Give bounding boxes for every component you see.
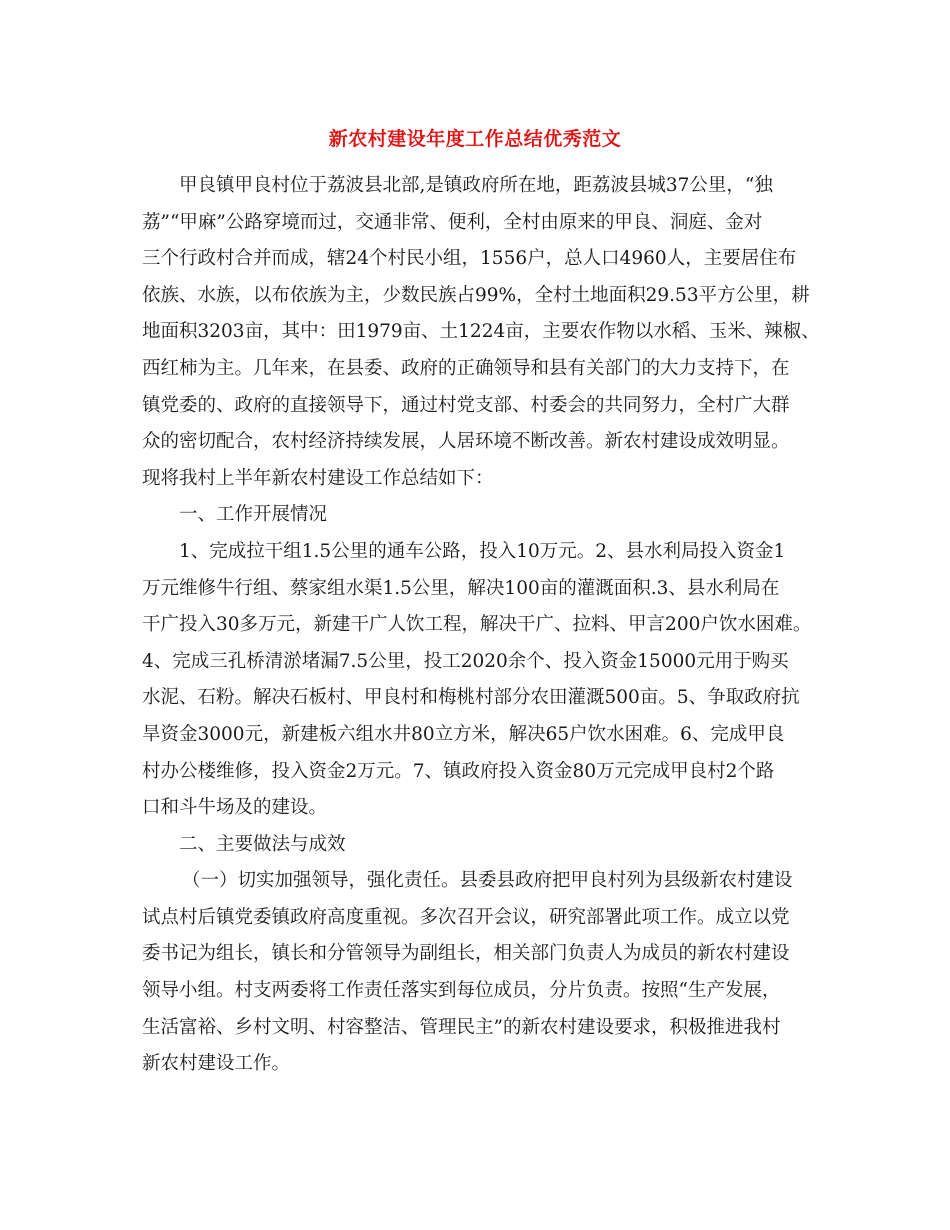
paragraph-line: 荔”“甲麻”公路穿境而过，交通非常、便利，全村由原来的甲良、洞庭、金对 (142, 211, 763, 233)
paragraph-line: 万元维修牛行组、蔡家组水渠1.5公里，解决100亩的灌溉面积.3、县水利局在 (142, 577, 780, 599)
paragraph-line: 现将我村上半年新农村建设工作总结如下： (142, 467, 494, 489)
section-heading: 二、主要做法与成效 (179, 833, 346, 855)
section-heading: 一、工作开展情况 (179, 504, 328, 526)
paragraph-line: 依族、水族，以布依族为主，少数民族占99%，全村土地面积29.53平方公里，耕 (142, 284, 810, 306)
paragraph-line: 众的密切配合，农村经济持续发展，人居环境不断改善。新农村建设成效明显。 (142, 431, 790, 453)
paragraph-line: 1、完成拉干组1.5公里的通车公路，投入10万元。2、县水利局投入资金1 (179, 540, 786, 562)
paragraph-line: 地面积3203亩，其中：田1979亩、土1224亩，主要农作物以水稻、玉米、辣椒、 (142, 321, 820, 343)
paragraph-line: 干广投入30多万元，新建干广人饮工程，解决干广、拉料、甲言200户饮水困难。 (142, 614, 812, 636)
paragraph-line: 委书记为组长，镇长和分管领导为副组长，相关部门负责人为成员的新农村建设 (142, 943, 790, 965)
paragraph-line: 镇党委的、政府的直接领导下，通过村党支部、村委会的共同努力，全村广大群 (142, 394, 790, 416)
paragraph-line: 水泥、石粉。解决石板村、甲良村和梅桃村部分农田灌溉500亩。5、争取政府抗 (142, 687, 800, 709)
paragraph-line: 西红柿为主。几年来，在县委、政府的正确领导和县有关部门的大力支持下，在 (142, 357, 790, 379)
paragraph-line: 领导小组。村支两委将工作责任落实到每位成员，分片负责。按照“生产发展， (142, 980, 781, 1002)
paragraph-line: 生活富裕、乡村文明、村容整洁、管理民主”的新农村建设要求，积极推进我村 (142, 1016, 781, 1038)
document-body (142, 168, 822, 1083)
paragraph-line: 甲良镇甲良村位于荔波县北部,是镇政府所在地，距荔波县城37公里，“独 (179, 175, 773, 196)
paragraph-line: 4、完成三孔桥清淤堵漏7.5公里，投工2020余个、投入资金15000元用于购买 (142, 650, 789, 672)
paragraph-line: 新农村建设工作。 (142, 1053, 291, 1075)
paragraph-line: （一）切实加强领导，强化责任。县委县政府把甲良村列为县级新农村建设 (182, 870, 793, 892)
paragraph-line: 试点村后镇党委镇政府高度重视。多次召开会议，研究部署此项工作。成立以党 (142, 906, 790, 928)
paragraph-line: 村办公楼维修，投入资金2万元。7、镇政府投入资金80万元完成甲良村2个路 (142, 760, 775, 782)
paragraph-line: 口和斗牛场及的建设。 (142, 797, 328, 819)
document-title: 新农村建设年度工作总结优秀范文 (328, 128, 622, 150)
paragraph-line: 三个行政村合并而成，辖24个村民小组，1556户，总人口4960人，主要居住布 (142, 248, 797, 270)
paragraph-line: 旱资金3000元，新建板六组水井80立方米，解决65户饮水困难。6、完成甲良 (142, 723, 785, 745)
